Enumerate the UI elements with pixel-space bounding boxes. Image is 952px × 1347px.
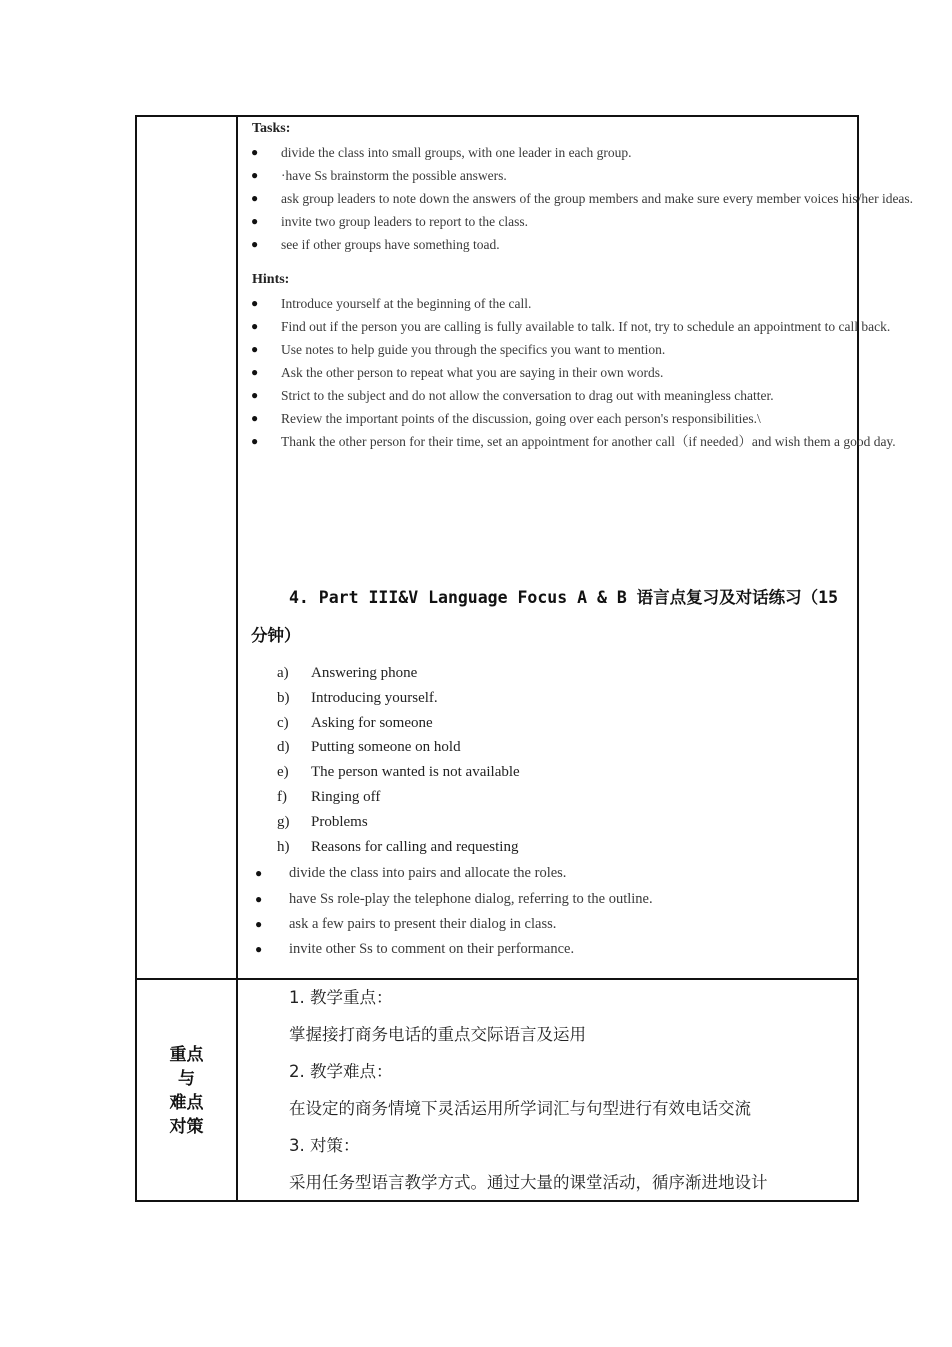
list-item: ● divide the class into pairs and allocate the roles.	[251, 861, 851, 886]
tasks-list	[251, 141, 952, 256]
label-line: 难点	[169, 1093, 204, 1113]
label-line: 与	[178, 1069, 195, 1089]
list-item: a) Answering phone	[277, 665, 418, 681]
list-item: ● ask a few pairs to present their dialog in class.	[251, 912, 851, 937]
list-item: ● Introduce yourself at the beginning of the call.	[251, 292, 952, 315]
list-item: ● divide the class into small groups, with one leader in each group.	[251, 141, 952, 164]
focus-line: 1. 教学重点：	[289, 988, 393, 1007]
section-title	[251, 579, 851, 655]
focus-row-content	[289, 979, 859, 1201]
section-title-line1: 4. Part III&V Language Focus A & B 语言点复习及对话练习（15	[289, 588, 839, 607]
focus-line: 3. 对策：	[289, 1136, 360, 1155]
list-item: ● see if other groups have something toad.	[251, 233, 952, 256]
list-item: ● Thank the other person for their time, set an appointment for another call（if needed）and wish them a good day.	[251, 430, 952, 453]
list-item: ● Find out if the person you are calling is fully available to talk. If not, try to schedule an appointment to call back.	[251, 315, 952, 338]
list-item: ● invite other Ss to comment on their performance.	[251, 937, 851, 962]
list-item: ● Ask the other person to repeat what you are saying in their own words.	[251, 361, 952, 384]
list-item: f) Ringing off	[277, 788, 381, 805]
list-item: ● Strict to the subject and do not allow the conversation to drag out with meaningless chatter.	[251, 384, 952, 407]
subpoint-list	[251, 661, 851, 859]
tasks-hints-block	[251, 121, 952, 453]
list-item: c) Asking for someone	[277, 714, 433, 731]
hints-heading: Hints:	[252, 272, 290, 287]
list-item: b) Introducing yourself.	[277, 689, 438, 706]
list-item: ● ask group leaders to note down the answers of the group members and make sure every member voices his/her ideas.	[251, 187, 952, 210]
focus-line: 在设定的商务情境下灵活运用所学词汇与句型进行有效电话交流	[289, 1099, 751, 1118]
activity-list	[251, 861, 851, 962]
list-item: g) Problems	[277, 813, 368, 830]
focus-line: 掌握接打商务电话的重点交际语言及运用	[289, 1025, 586, 1044]
list-item: ● Review the important points of the discussion, going over each person's responsibilities.\	[251, 407, 952, 430]
list-item: ● invite two group leaders to report to the class.	[251, 210, 952, 233]
focus-line: 采用任务型语言教学方式。通过大量的课堂活动，循序渐进地设计	[289, 1173, 768, 1192]
column-divider	[236, 117, 238, 1200]
tasks-heading: Tasks:	[252, 121, 291, 136]
list-item: ● have Ss role-play the telephone dialog, referring to the outline.	[251, 887, 851, 912]
hints-list	[251, 292, 952, 453]
section-title-line2: 分钟）	[251, 626, 301, 645]
label-line: 重点	[169, 1045, 204, 1065]
list-item: ● ·have Ss brainstorm the possible answers.	[251, 164, 952, 187]
focus-line: 2. 教学难点：	[289, 1062, 393, 1081]
section-language-focus	[251, 579, 851, 962]
list-item: d) Putting someone on hold	[277, 739, 461, 756]
lesson-plan-table	[135, 115, 914, 1202]
focus-row-label	[137, 980, 236, 1202]
list-item: h) Reasons for calling and requesting	[277, 838, 519, 855]
list-item: ● Use notes to help guide you through the specifics you want to mention.	[251, 338, 952, 361]
label-line: 对策	[169, 1117, 204, 1137]
list-item: e) The person wanted is not available	[277, 764, 520, 781]
